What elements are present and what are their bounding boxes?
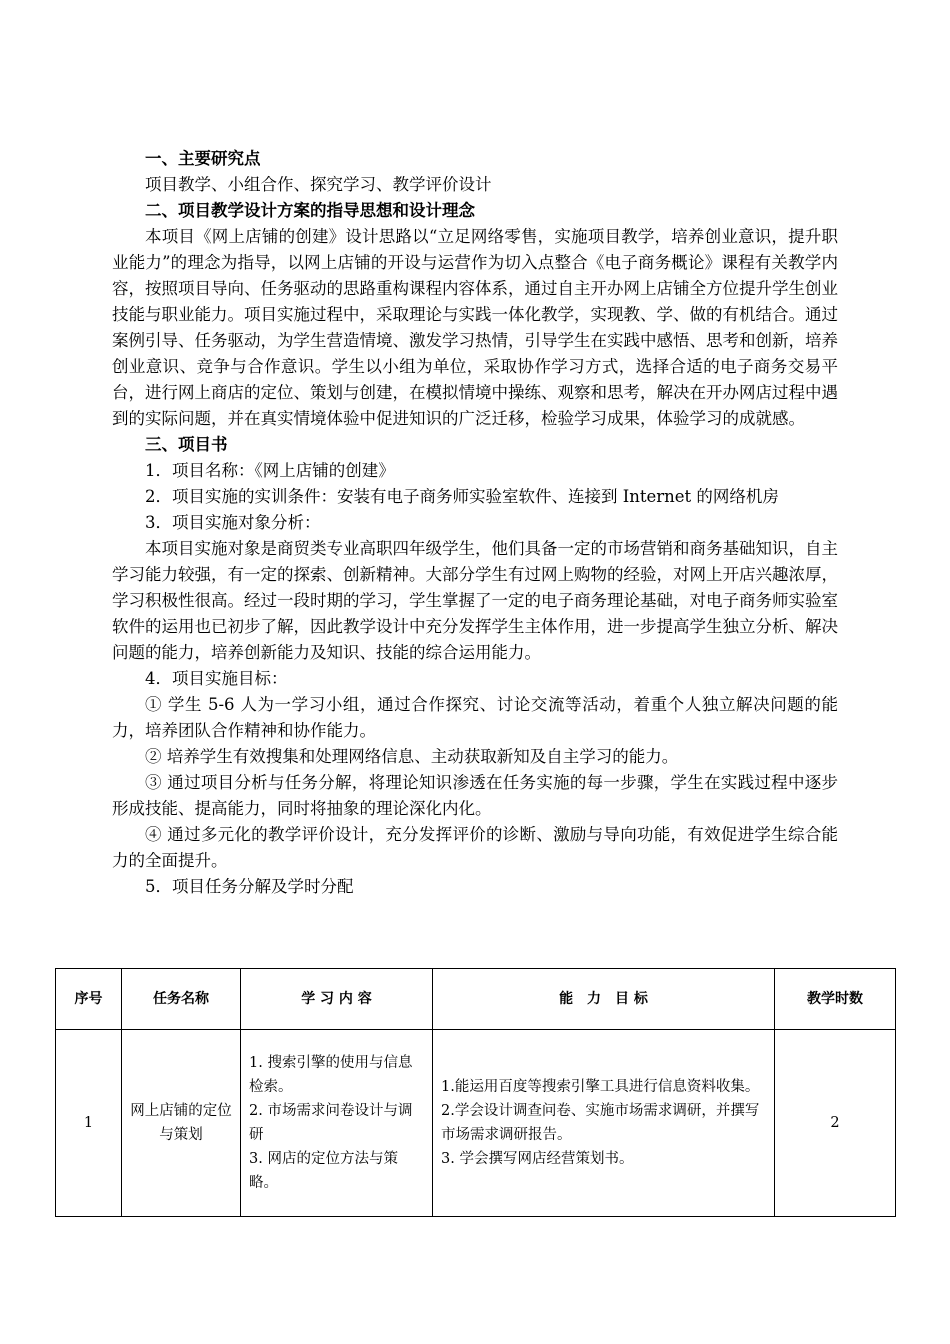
section-2-title: 二、项目教学设计方案的指导思想和设计理念	[145, 201, 475, 220]
row-number: 1	[56, 1030, 122, 1217]
goal-cell-item: 2.学会设计调查问卷、实施市场需求调研，并撰写市场需求调研报告。	[441, 1103, 760, 1143]
section-1-title: 一、主要研究点	[145, 149, 261, 168]
row-hours: 2	[775, 1030, 896, 1217]
header-task-name: 任务名称	[122, 969, 241, 1030]
document-body	[112, 146, 838, 900]
goal-item: ② 培养学生有效搜集和处理网络信息、主动获取新知及自主学习的能力。	[145, 747, 679, 766]
goal-item: ① 学生 5-6 人为一学习小组，通过合作探究、讨论交流等活动，着重个人独立解决问题的能力，培养团队合作精神和协作能力。	[112, 695, 838, 740]
goal-item: ④ 通过多元化的教学评价设计，充分发挥评价的诊断、激励与导向功能，有效促进学生综合能力的全面提升。	[112, 825, 838, 870]
section-2-body: 本项目《网上店铺的创建》设计思路以“立足网络零售，实施项目教学，培养创业意识，提升职业能力”的理念为指导，以网上店铺的开设与运营作为切入点整合《电子商务概论》课程有关教学内容，按照项目导向、任务驱动的思路重构课程内容体系，通过自主开办网上店铺全方位提升学生创业技能与职业能力。项目实施过程中，采取理论与实践一体化教学，实现教、学、做的有机结合。通过案例引导、任务驱动，为学生营造情境、激发学习热情，引导学生在实践中感悟、思考和创新，培养创业意识、竞争与合作意识。学生以小组为单位，采取协作学习方式，选择合适的电子商务交易平台，进行网上商店的定位、策划与创建，在模拟情境中操练、观察和思考，解决在开办网店过程中遇到的实际问题，并在真实情境体验中促进知识的广泛迁移，检验学习成果，体验学习的成就感。	[112, 227, 838, 428]
content-item: 2. 市场需求问卷设计与调研	[249, 1103, 413, 1143]
goals-title: 4．项目实施目标：	[145, 669, 288, 688]
task-breakdown-title: 5．项目任务分解及学时分配	[145, 877, 354, 896]
content-item: 3. 网店的定位方法与策略。	[249, 1151, 398, 1191]
table-row	[56, 1030, 896, 1217]
section-1-body: 项目教学、小组合作、探究学习、教学评价设计	[145, 175, 492, 194]
table-header-row	[56, 969, 896, 1030]
row-content	[241, 1030, 433, 1217]
header-goals: 能 力 目 标	[433, 969, 775, 1030]
target-analysis-title: 3．项目实施对象分析：	[145, 513, 321, 532]
target-analysis-body: 本项目实施对象是商贸类专业高职四年级学生，他们具备一定的市场营销和商务基础知识，自主学习能力较强，有一定的探索、创新精神。大部分学生有过网上购物的经验，对网上开店兴趣浓厚，学习积极性很高。经过一段时期的学习，学生掌握了一定的电子商务理论基础，对电子商务师实验室软件的运用也已初步了解，因此教学设计中充分发挥学生主体作用，进一步提高学生独立分析、解决问题的能力，培养创新能力及知识、技能的综合运用能力。	[112, 539, 838, 662]
row-goals	[433, 1030, 775, 1217]
goal-cell-item: 3. 学会撰写网店经营策划书。	[441, 1151, 634, 1167]
training-conditions: 2．项目实施的实训条件：安装有电子商务师实验室软件、连接到 Internet 的网络机房	[145, 487, 779, 506]
section-3-title: 三、项目书	[145, 435, 228, 454]
header-content: 学 习 内 容	[241, 969, 433, 1030]
task-table	[55, 968, 896, 1217]
header-hours: 教学时数	[775, 969, 896, 1030]
project-name: 1．项目名称：《网上店铺的创建》	[145, 461, 395, 480]
header-number: 序号	[56, 969, 122, 1030]
goal-cell-item: 1.能运用百度等搜索引擎工具进行信息资料收集。	[441, 1079, 760, 1095]
row-task-name: 网上店铺的定位与策划	[122, 1030, 241, 1217]
content-item: 1. 搜索引擎的使用与信息检索。	[249, 1055, 413, 1095]
goal-item: ③ 通过项目分析与任务分解，将理论知识渗透在任务实施的每一步骤，学生在实践过程中逐步形成技能、提高能力，同时将抽象的理论深化内化。	[112, 773, 838, 818]
